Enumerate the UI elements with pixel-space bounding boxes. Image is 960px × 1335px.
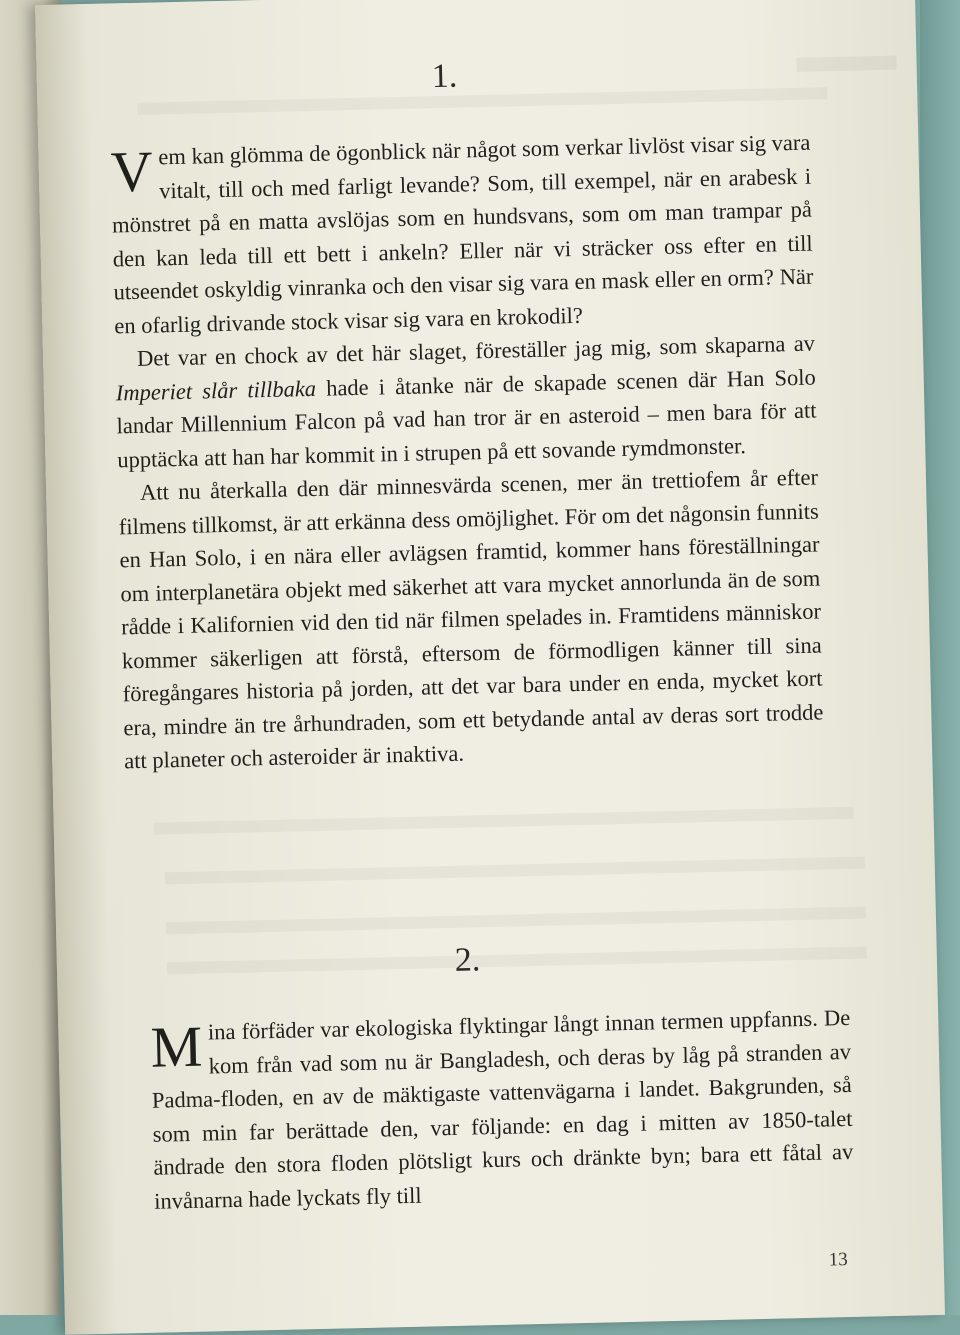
bleed-through bbox=[35, 0, 915, 5]
book-page bbox=[35, 0, 945, 1335]
page-number: 13 bbox=[828, 1249, 848, 1271]
section-number-2: 2. bbox=[454, 941, 481, 979]
section-1-paragraph-1 bbox=[110, 126, 814, 343]
paragraph-text: Det var en chock av det här slaget, föreställer jag mig, som skaparna av bbox=[136, 330, 816, 371]
dropcap-m: M bbox=[149, 1013, 204, 1080]
paragraph-text: em kan glömma de ögonblick när något som verkar livlöst visar sig vara vitalt, till och med farligt levande? Som, till exempel, när en arabesk i mönstret på en matta avslöjas som en hundsvans, som om man trampar på den kan leda till ett bett i ankeln? Eller när vi sträcker oss efter en till utseendet oskyldig vinranka och den visar sig vara en mask eller en orm? När en ofarlig drivande stock visar sig vara en krokodil? bbox=[111, 129, 814, 338]
section-number-1: 1. bbox=[431, 57, 458, 96]
section-1-text bbox=[110, 126, 824, 778]
film-title: Imperiet slår tillbaka bbox=[115, 375, 317, 405]
section-1-paragraph-3: Att nu återkalla den där minnesvärda scenen, mer än trettiofem år efter filmens tillkomst, är att erkänna dess omöjlighet. För om det någonsin funnits en Han Solo, i en nära eller avlägsen framtid, kommer hans föreställningar om interplanetära objekt med säkerhet att vara mycket annorlunda än de som rådde i Kalifornien vid den tid när filmen spelades in. Framtidens människor kommer säkerligen att förstå, eftersom de förmodligen känner till sina föregångares historia på jorden, att det var bara under en enda, mycket kort era, mindre än tre århundraden, som ett betydande antal av deras sort trodde att planeter och asteroider är inaktiva. bbox=[118, 464, 824, 774]
section-2-text bbox=[150, 1001, 854, 1218]
section-2-paragraph-1 bbox=[150, 1001, 854, 1218]
paragraph-text: hade i åtanke när de skapade scenen där Han Solo landar Millennium Falcon på vad han tror är en asteroid – men bara för att upptäcka att han har kommit in i strupen på ett sovande rymdmonster. bbox=[116, 364, 817, 472]
dropcap-v: V bbox=[110, 138, 154, 205]
section-1-paragraph-2 bbox=[115, 327, 818, 477]
paragraph-text: ina förfäder var ekologiska flyktingar långt innan termen uppfanns. De kom från vad som nu är Bangladesh, och deras by låg på stranden av Padma-floden, en av de mäktigaste vattenvägarna i landet. Bakgrunden, så som min far berättade den, var följande: en dag i mitten av 1850-talet ändrade den stora floden plötsligt kurs och dränkte byn; bara ett fåtal av invånarna hade lyckats fly till bbox=[151, 1004, 854, 1214]
